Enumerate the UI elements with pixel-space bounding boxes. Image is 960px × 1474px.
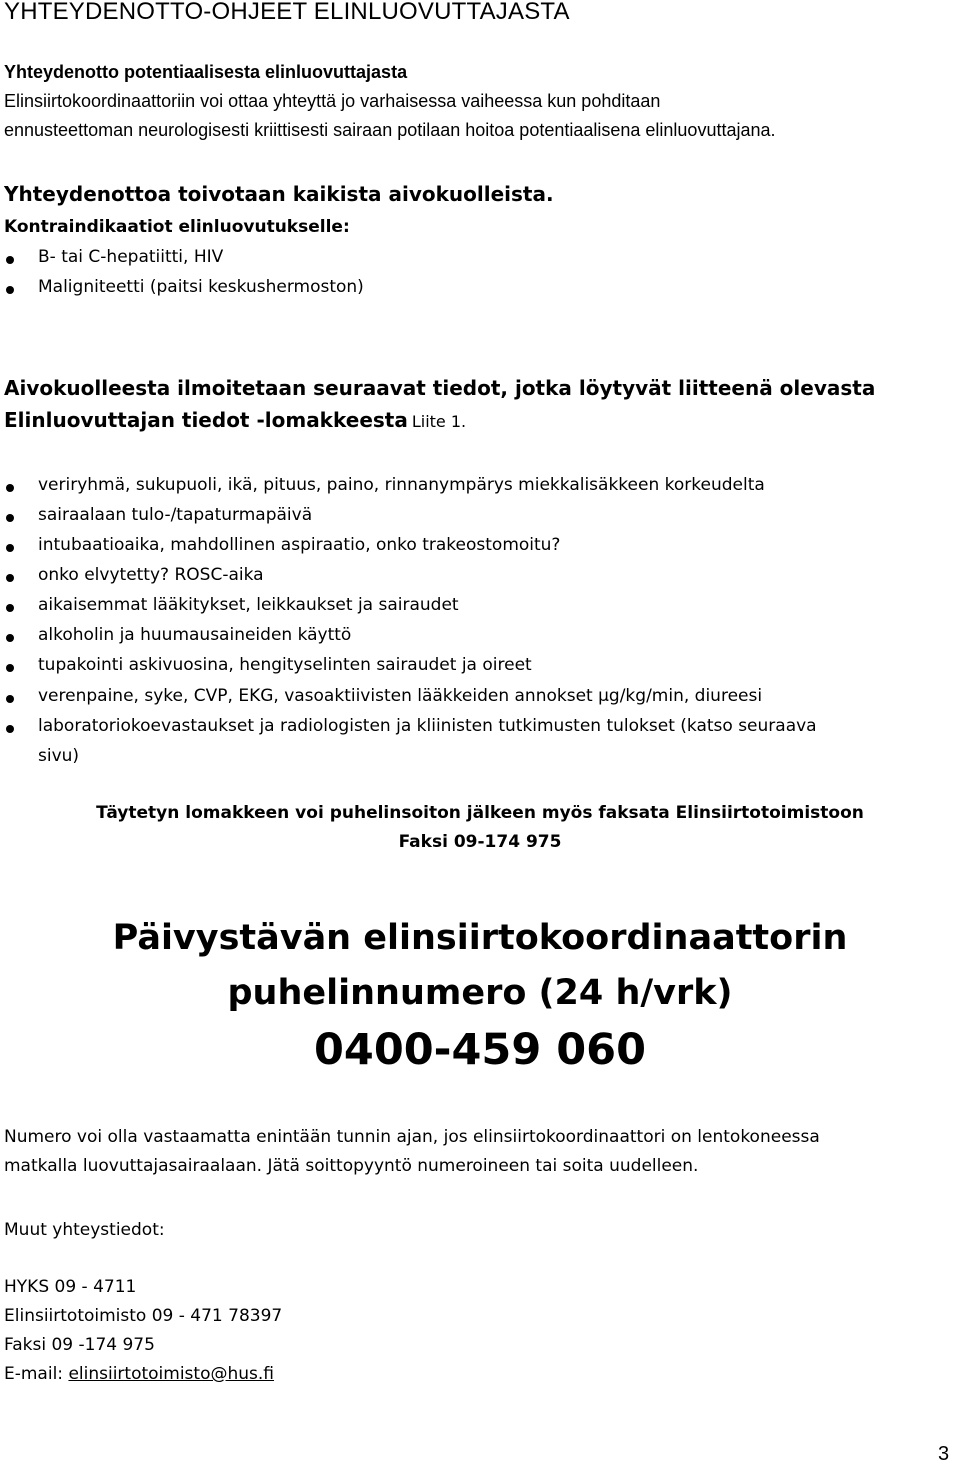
list-item: alkoholin ja huumausaineiden käyttö <box>38 625 352 645</box>
attachment-ref: Liite 1. <box>411 412 467 431</box>
report-heading-line-1: Aivokuolleesta ilmoitetaan seuraavat tiedot, jotka löytyvät liitteenä olevasta <box>4 376 876 400</box>
list-item-continuation: sivu) <box>38 746 80 766</box>
list-item: aikaisemmat lääkitykset, leikkaukset ja sairaudet <box>38 595 459 615</box>
report-heading-line-2 <box>4 408 466 432</box>
bullet-icon <box>6 725 14 733</box>
bullet-icon <box>6 604 14 612</box>
bullet-icon <box>6 544 14 552</box>
list-item: intubaatioaika, mahdollinen aspiraatio, onko trakeostomoitu? <box>38 535 561 555</box>
section-heading: Yhteydenotto potentiaalisesta elinluovuttajasta <box>4 62 408 82</box>
bullet-icon <box>6 574 14 582</box>
bullet-icon <box>6 514 14 522</box>
bullet-icon <box>6 664 14 672</box>
bullet-icon <box>6 484 14 492</box>
email-link[interactable]: elinsiirtotoimisto@hus.fi <box>68 1364 274 1384</box>
list-item: sairaalaan tulo-/tapaturmapäivä <box>38 505 313 525</box>
contact-email-row <box>4 1364 274 1384</box>
intro-line-2: ennusteettoman neurologisesti kriittisesti sairaan potilaan hoitoa potentiaalisena elinluovuttajana. <box>4 120 776 140</box>
page-title: YHTEYDENOTTO-OHJEET ELINLUOVUTTAJASTA <box>4 0 570 25</box>
list-item: veriryhmä, sukupuoli, ikä, pituus, paino, rinnanympärys miekkalisäkkeen korkeudelta <box>38 475 765 495</box>
list-item: tupakointi askivuosina, hengityselinten sairaudet ja oireet <box>38 655 532 675</box>
bullet-icon <box>6 634 14 642</box>
contact-fax: Faksi 09 -174 975 <box>4 1335 155 1355</box>
contact-office: Elinsiirtotoimisto 09 - 471 78397 <box>4 1306 283 1326</box>
list-item: B- tai C-hepatiitti, HIV <box>38 247 224 267</box>
list-item: Maligniteetti (paitsi keskushermoston) <box>38 277 364 297</box>
note-line-1: Numero voi olla vastaamatta enintään tunnin ajan, jos elinsiirtokoordinaattori on lentokoneessa <box>4 1127 820 1147</box>
bullet-icon <box>6 695 14 703</box>
contact-hyks: HYKS 09 - 4711 <box>4 1277 137 1297</box>
intro-line-1: Elinsiirtokoordinaattoriin voi ottaa yhteyttä jo varhaisessa vaiheessa kun pohditaan <box>4 91 661 111</box>
list-item: laboratoriokoevastaukset ja radiologisten ja kliinisten tutkimusten tulokset (katso seuraava <box>38 716 817 736</box>
coordinator-phone-number: 0400-459 060 <box>313 1025 646 1075</box>
emphasis-text: Yhteydenottoa toivotaan kaikista aivokuolleista. <box>4 182 554 206</box>
coordinator-heading-line-2: puhelinnumero (24 h/vrk) <box>227 973 733 1013</box>
list-item: onko elvytetty? ROSC-aika <box>38 565 264 585</box>
email-label: E-mail: <box>4 1364 69 1384</box>
page-number: 3 <box>938 1443 950 1465</box>
list-item: verenpaine, syke, CVP, EKG, vasoaktiivisten lääkkeiden annokset μg/kg/min, diureesi <box>38 686 763 706</box>
fax-notice-line-2: Faksi 09-174 975 <box>398 832 562 852</box>
bullet-icon <box>6 256 14 264</box>
form-name: Elinluovuttajan tiedot -lomakkeesta <box>4 408 408 432</box>
note-line-2: matkalla luovuttajasairaalaan. Jätä soittopyyntö numeroineen tai soita uudelleen. <box>4 1156 699 1176</box>
coordinator-heading-line-1: Päivystävän elinsiirtokoordinaattorin <box>112 918 848 958</box>
bullet-icon <box>6 286 14 294</box>
contacts-heading: Muut yhteystiedot: <box>4 1220 165 1240</box>
contraindications-heading: Kontraindikaatiot elinluovutukselle: <box>4 217 350 237</box>
fax-notice-line-1: Täytetyn lomakkeen voi puhelinsoiton jälkeen myös faksata Elinsiirtotoimistoon <box>96 803 864 823</box>
